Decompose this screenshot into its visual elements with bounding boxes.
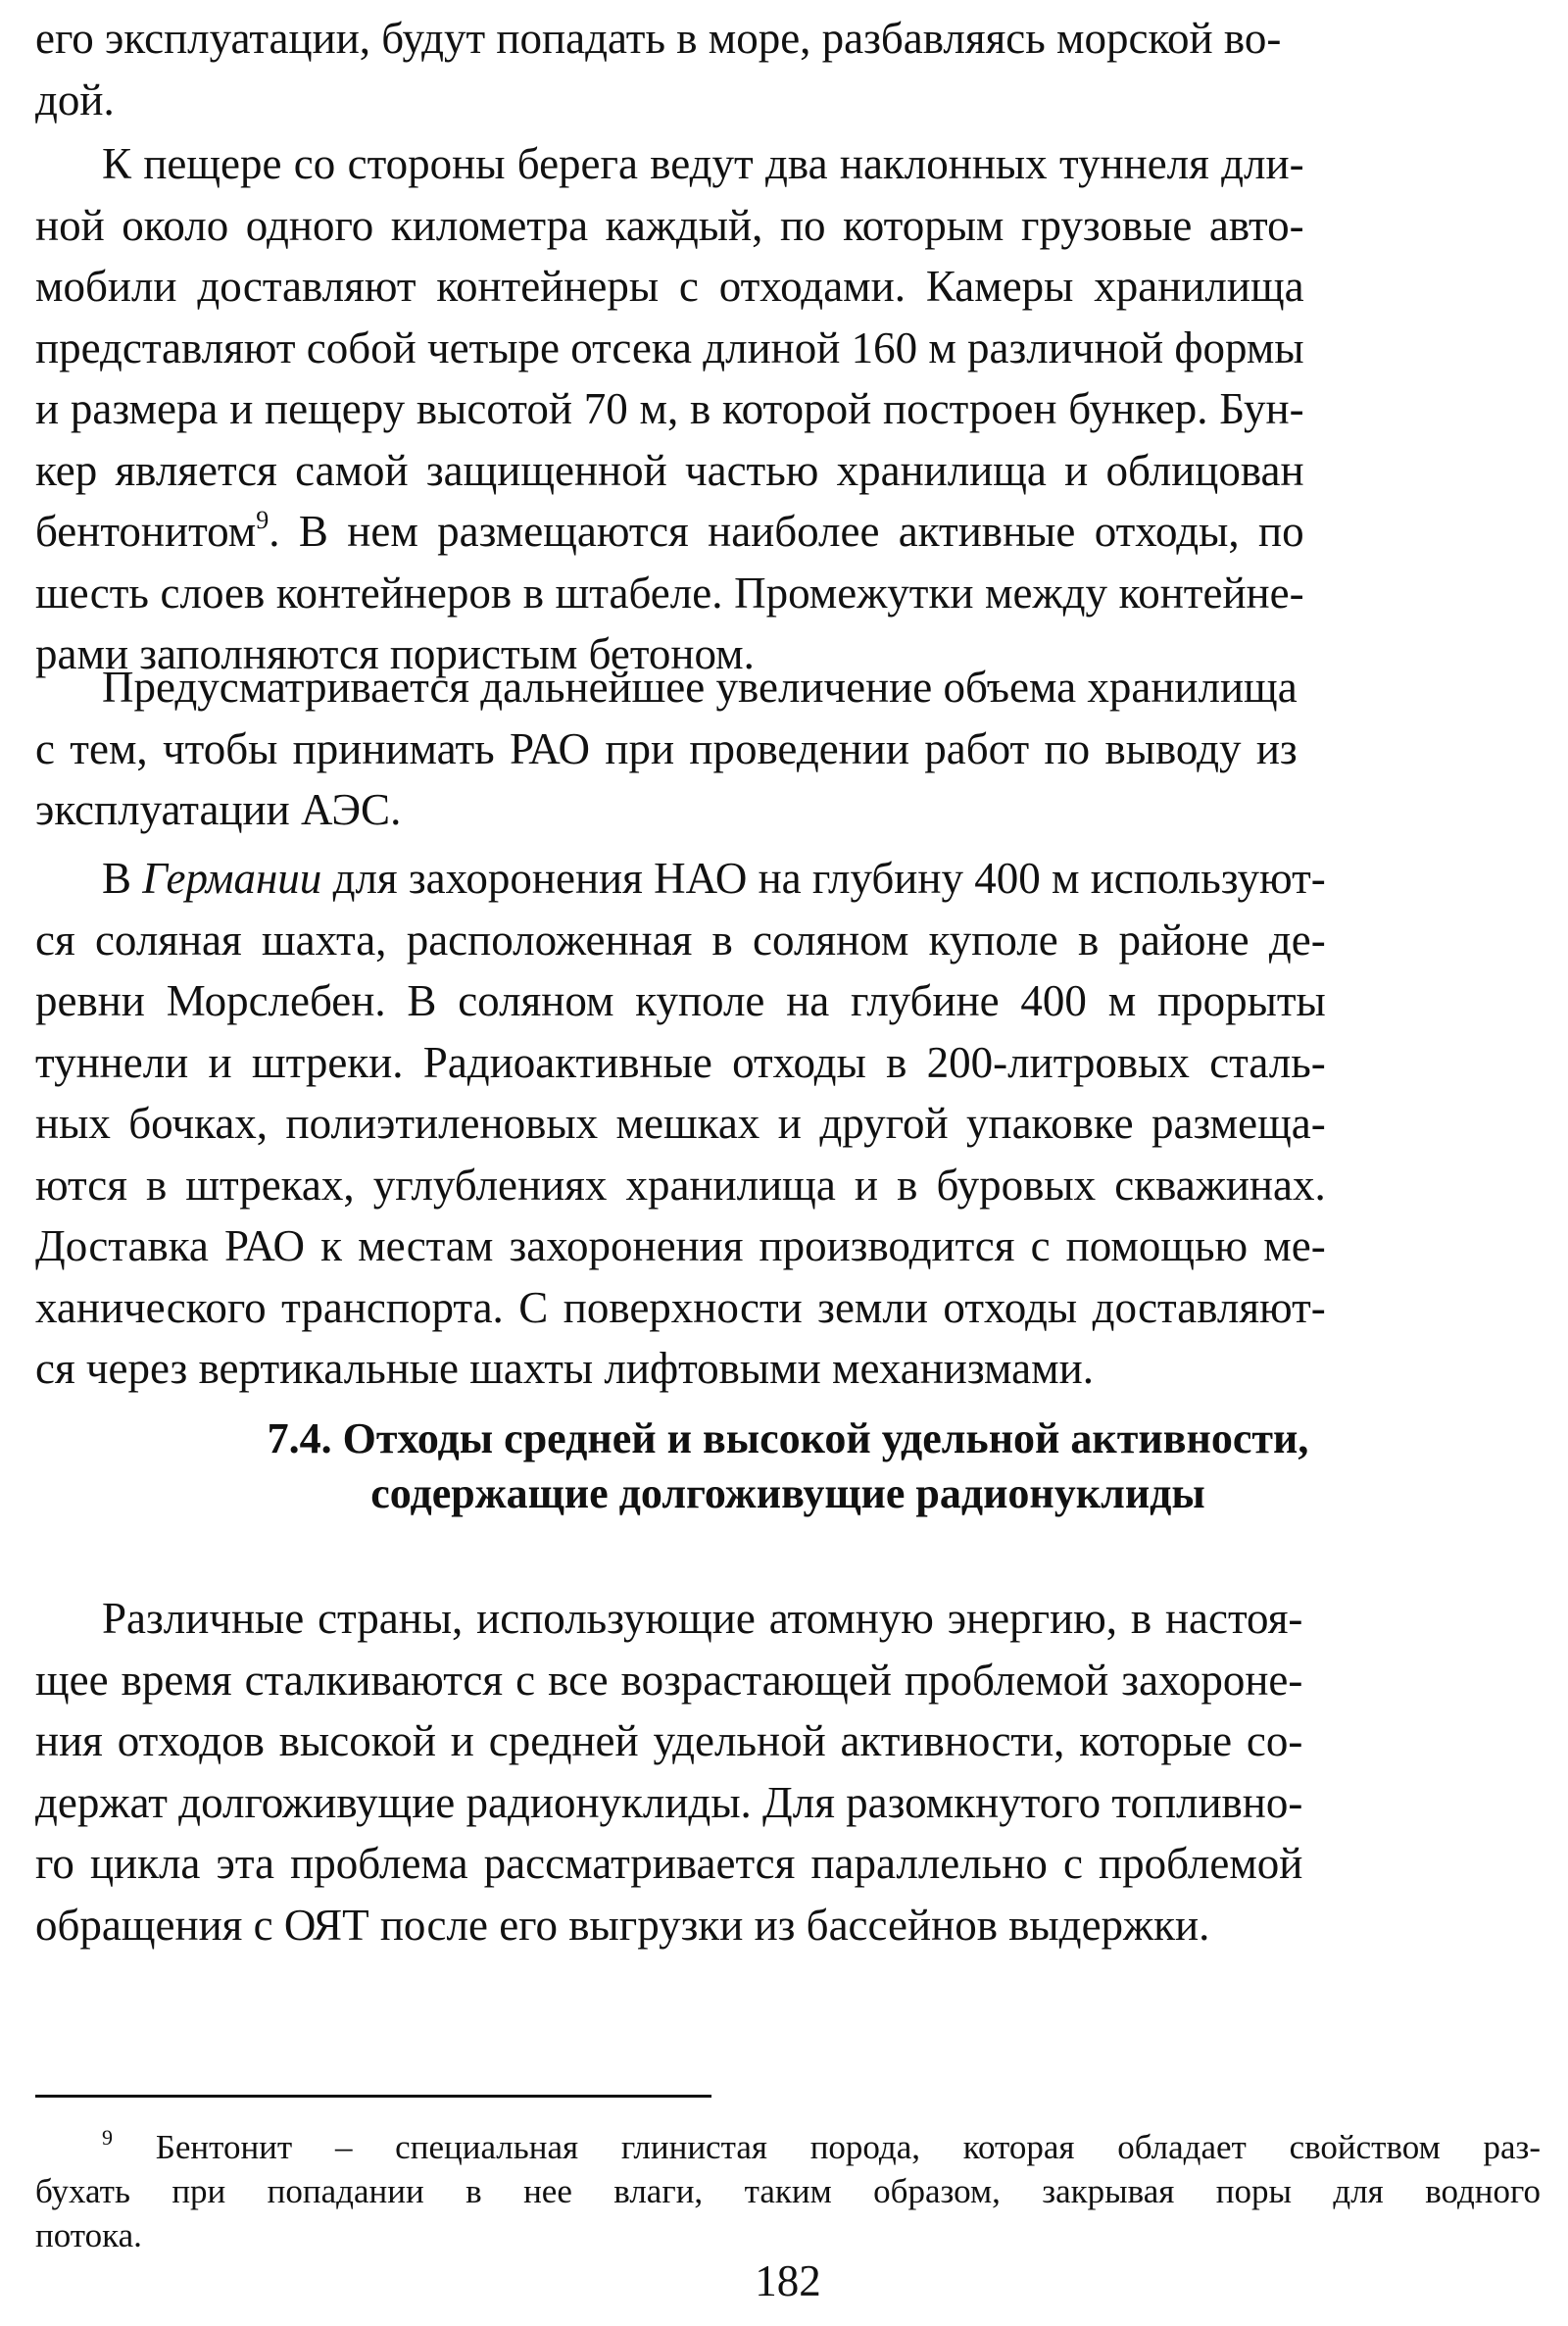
text-line: ния отходов высокой и средней удельной активности, которые со- — [35, 1716, 1303, 1765]
section-heading-line: 7.4. Отходы средней и высокой удельной активности, — [267, 1414, 1309, 1462]
text-line: шесть слоев контейнеров в штабеле. Промежутки между контейне- — [35, 568, 1304, 618]
text-fragment: бентонитом — [35, 507, 257, 556]
text-line: мобили доставляют контейнеры с отходами. Камеры хранилища — [35, 262, 1304, 311]
footnote-line — [35, 2125, 1541, 2169]
paragraph-continuation — [35, 8, 1281, 130]
paragraph-long-lived-waste — [35, 1588, 1302, 1955]
footnote-text: Бентонит – специальная глинистая порода, которая обладает свойством раз- — [113, 2128, 1541, 2166]
text-line: дой. — [35, 74, 115, 124]
footnote-line: потока. — [35, 2216, 142, 2254]
footnote-divider — [35, 2095, 711, 2098]
text-fragment: для захоронения НАО на глубину 400 м используют- — [321, 854, 1326, 903]
text-line: Различные страны, использующие атомную энергию, в настоя- — [102, 1594, 1303, 1643]
text-line: и размера и пещеру высотой 70 м, в которой построен бункер. Бун- — [35, 384, 1304, 433]
text-line: держат долгоживущие радионуклиды. Для разомкнутого топливно- — [35, 1777, 1303, 1827]
footnote — [35, 2125, 1541, 2257]
text-line: его эксплуатации, будут попадать в море, разбавляясь морской во- — [35, 14, 1282, 63]
text-line: го цикла эта проблема рассматривается параллельно с проблемой — [35, 1839, 1303, 1888]
footnote-line: бухать при попадании в нее влаги, таким образом, закрывая поры для водного — [35, 2172, 1541, 2210]
text-line: ных бочках, полиэтиленовых мешках и другой упаковке размеща- — [35, 1099, 1326, 1148]
paragraph-cave-tunnels — [35, 133, 1304, 685]
text-fragment: В — [102, 854, 143, 903]
section-heading-line: содержащие долгоживущие радионуклиды — [370, 1469, 1205, 1517]
text-line: туннели и штреки. Радиоактивные отходы в 200-литровых сталь- — [35, 1037, 1326, 1087]
text-line: Предусматривается дальнейшее увеличение объема хранилища — [102, 663, 1298, 712]
text-line: Доставка РАО к местам захоронения производится с помощью ме- — [35, 1221, 1326, 1270]
page-number: 182 — [755, 2256, 821, 2305]
text-line: ся через вертикальные шахты лифтовыми механизмами. — [35, 1344, 1094, 1393]
text-line: ной около одного километра каждый, по которым грузовые авто- — [35, 200, 1304, 250]
paragraph-germany — [35, 848, 1326, 1400]
text-line: ревни Морслебен. В соляном куполе на глубине 400 м прорыты — [35, 976, 1326, 1025]
text-line-with-emphasis — [35, 848, 1326, 910]
text-line: кер является самой защищенной частью хранилища и облицован — [35, 445, 1304, 495]
text-line: представляют собой четыре отсека длиной 160 м различной формы — [35, 322, 1304, 372]
section-heading — [35, 1411, 1541, 1521]
footnote-reference: 9 — [256, 506, 270, 534]
text-line: щее время сталкиваются с все возрастающей проблемой захороне- — [35, 1655, 1303, 1705]
text-line: К пещере со стороны берега ведут два наклонных туннеля дли- — [102, 139, 1304, 188]
footnote-marker: 9 — [102, 2125, 113, 2150]
text-line: ханического транспорта. С поверхности земли отходы доставляют- — [35, 1282, 1326, 1332]
paragraph-expansion — [35, 657, 1298, 841]
text-line-with-footnote — [35, 501, 1304, 563]
text-line: с тем, чтобы принимать РАО при проведении работ по выводу из — [35, 723, 1298, 773]
text-fragment: . В нем размещаются наиболее активные отходы, по — [269, 507, 1304, 556]
text-line: рами заполняются пористым бетоном. — [35, 629, 755, 678]
text-line: ся соляная шахта, расположенная в соляном куполе в районе де- — [35, 915, 1326, 965]
text-line: эксплуатации АЭС. — [35, 785, 402, 834]
text-line: обращения с ОЯТ после его выгрузки из бассейнов выдержки. — [35, 1900, 1210, 1950]
emphasized-country: Германии — [142, 854, 322, 903]
text-line: ются в штреках, углублениях хранилища и в буровых скважинах. — [35, 1160, 1326, 1210]
